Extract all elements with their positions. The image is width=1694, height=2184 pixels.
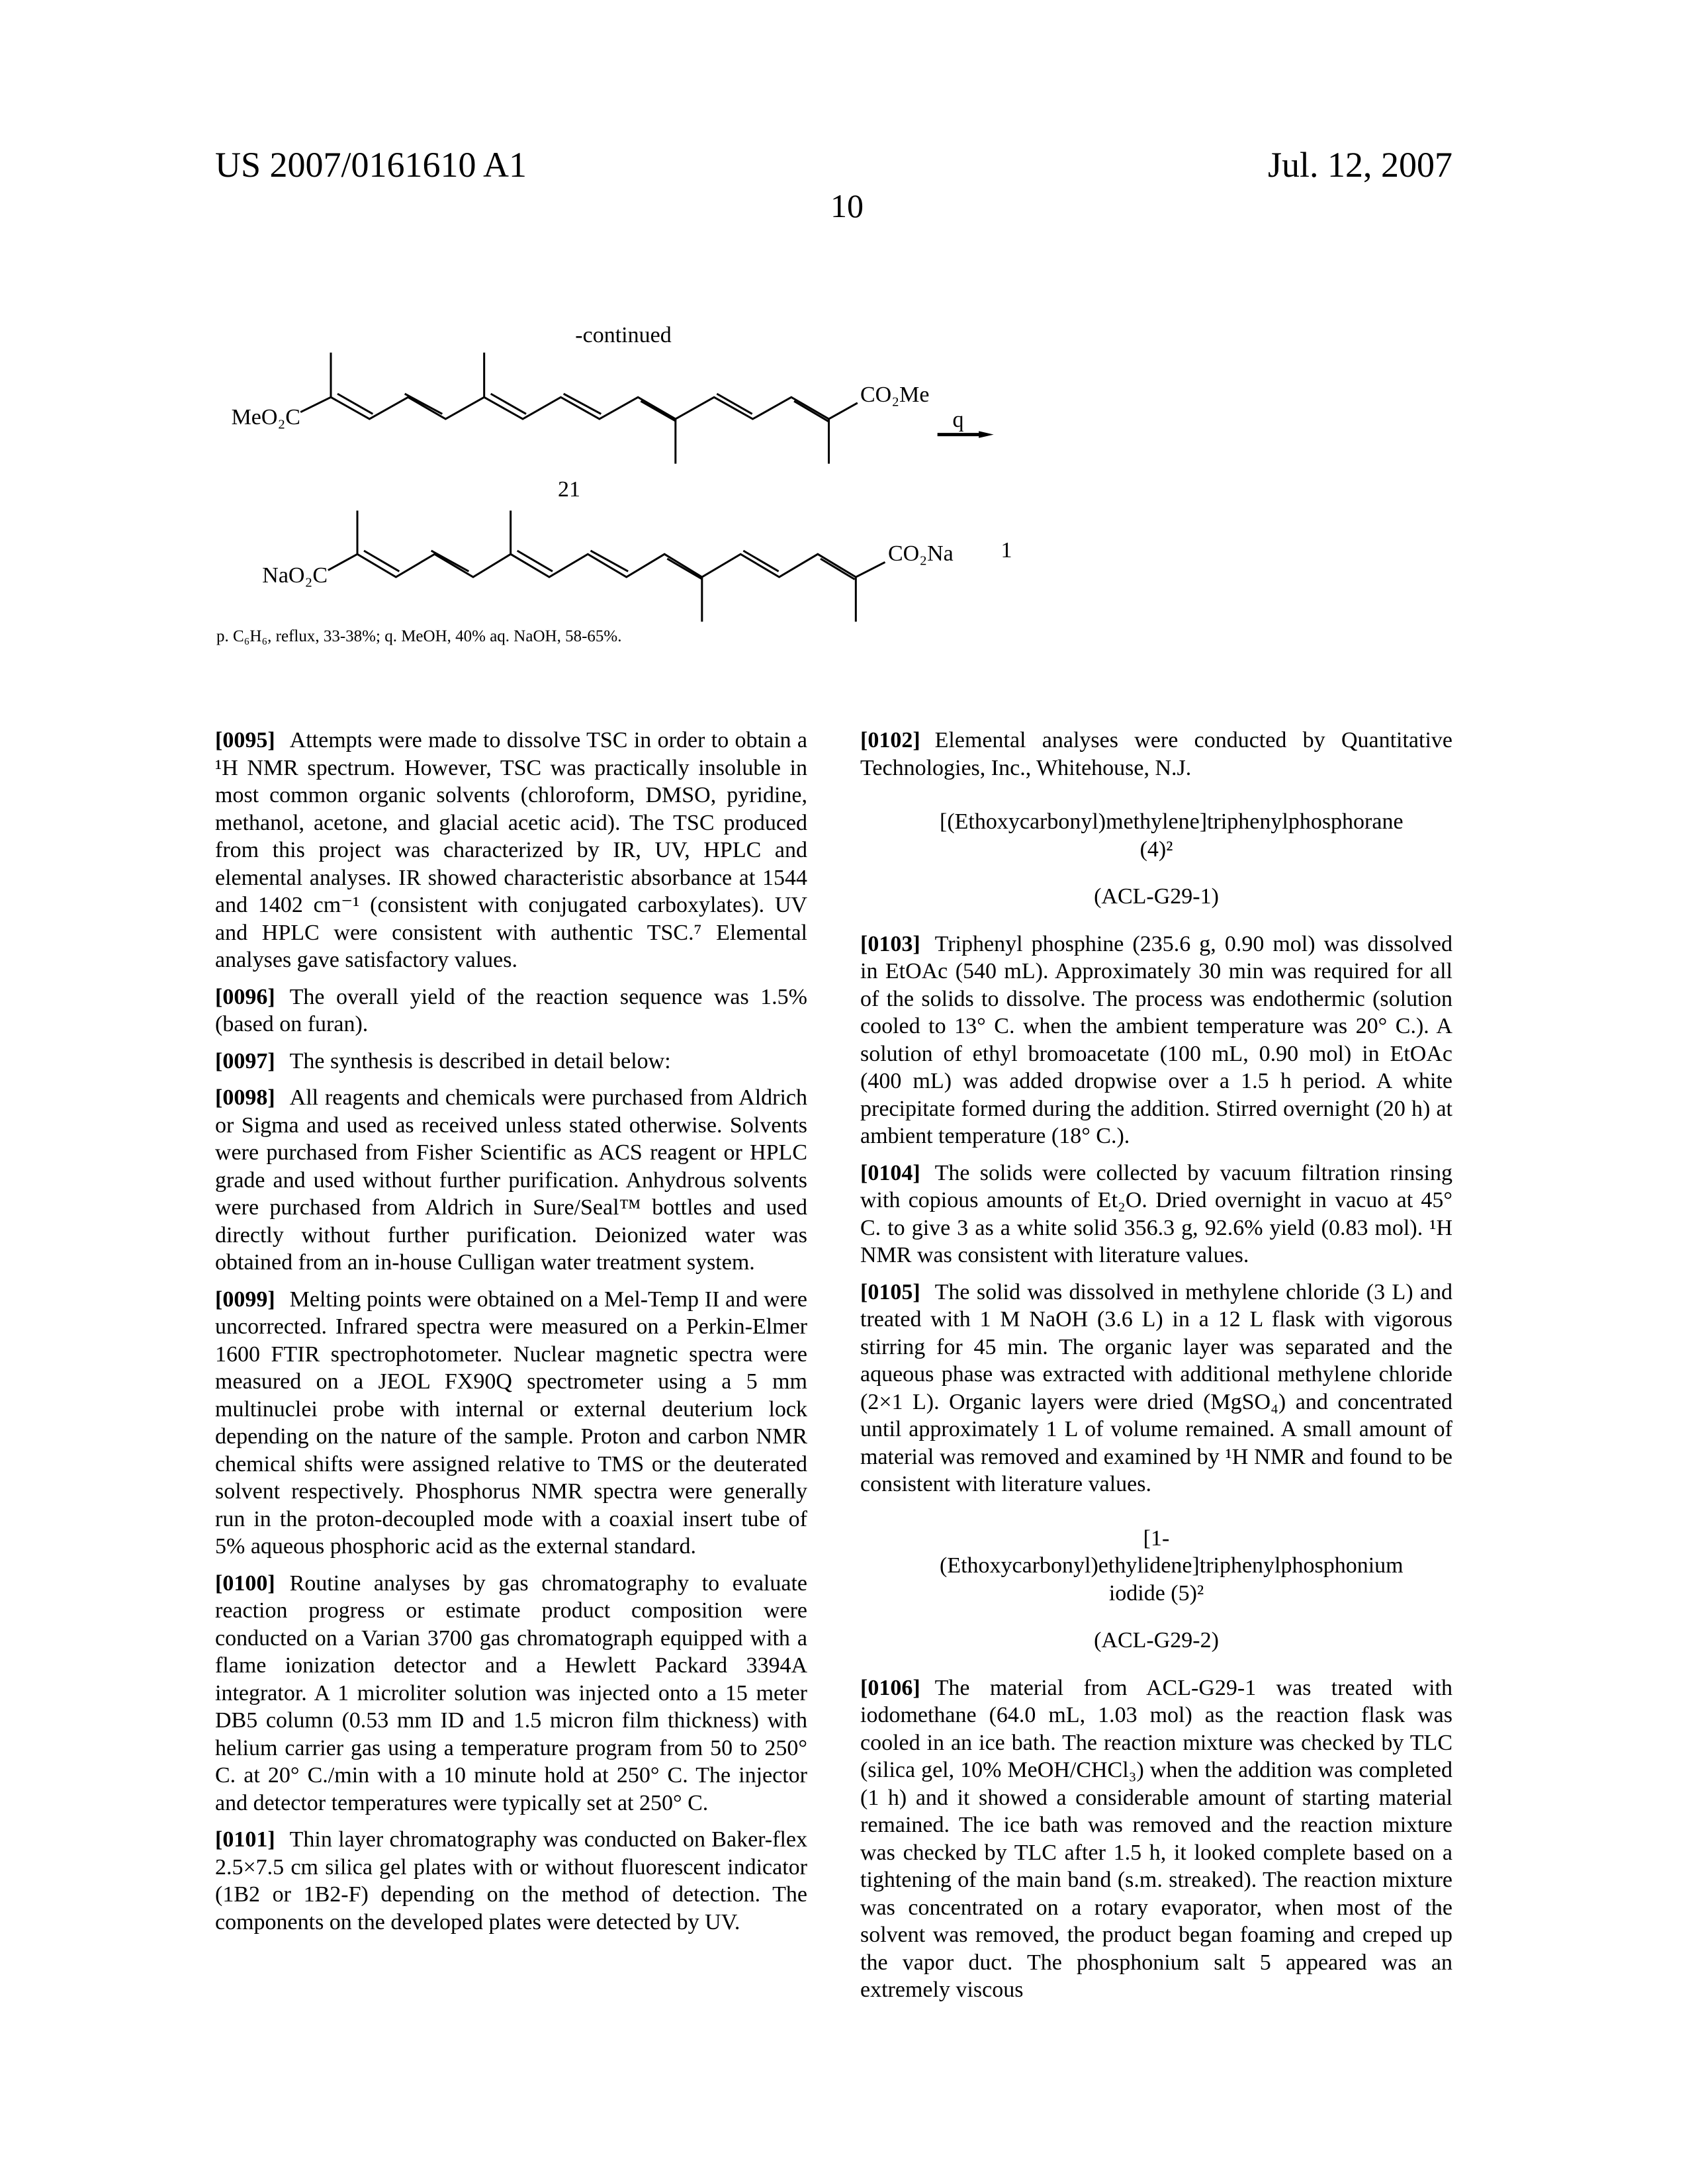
publication-number: US 2007/0161610 A1 — [215, 144, 527, 185]
continued-label: -continued — [575, 324, 671, 347]
paragraph-number: [0097] — [215, 1049, 275, 1073]
paragraph-text: The synthesis is described in detail below: — [290, 1049, 671, 1073]
paragraph-number: [0095] — [215, 728, 275, 752]
paragraph-number: [0106] — [860, 1676, 920, 1700]
paragraph-text: The material from ACL-G29-1 was treated with iodomethane (64.0 mL, 1.03 mol) as the reaction flask was cooled in an ice bath. The reaction mixture was checked by TLC (silica gel, 10% MeOH/CHCl₃) when the addition was completed (1 h) and it showed a considerable amount of starting material remained. The ice bath was removed and the reaction mixture was checked by TLC after 1.5 h, it looked complete based on a tightening of the main band (s.m. streaked). The reaction mixture was concentrated on a rotary evaporator, when most of the solvent was removed, the product began foaming and creped up the vapor duct. The phosphonium salt 5 appeared was an extremely viscous — [860, 1676, 1452, 2003]
section-code-acl-g29-2: (ACL-G29-2) — [860, 1627, 1452, 1655]
paragraph-number: [0101] — [215, 1827, 275, 1852]
bottom-left-group: NaO₂C — [262, 565, 328, 587]
paragraph-number: [0099] — [215, 1287, 275, 1312]
reaction-arrow — [938, 431, 994, 437]
paragraph-0102 — [860, 727, 1452, 782]
right-column — [860, 727, 1452, 2013]
bottom-right-group: CO₂Na — [888, 543, 954, 565]
paragraph-text: Attempts were made to dissolve TSC in order to obtain a ¹H NMR spectrum. However, TSC was practically insoluble in most common organic solvents (chloroform, DMSO, pyridine, methanol, acetone, and glacial acetic acid). The TSC produced from this project was characterized by IR, UV, HPLC and elemental analyses. IR showed characteristic absorbance at 1544 and 1402 cm⁻¹ (consistent with conjugated carboxylates). UV and HPLC were consistent with authentic TSC.⁷ Elemental analyses gave satisfactory values. — [215, 728, 807, 972]
paragraph-number: [0105] — [860, 1280, 920, 1304]
paragraph-number: [0100] — [215, 1571, 275, 1596]
paragraph-0101 — [215, 1826, 807, 1936]
paragraph-text: Triphenyl phosphine (235.6 g, 0.90 mol) was dissolved in EtOAc (540 mL). Approximately 30 min was required for all of the solids to dissolve. The process was endothermic (solution cooled to 13° C. when the ambient temperature was 20° C.). A solution of ethyl bromoacetate (100 mL, 0.90 mol) in EtOAc (400 mL) was added dropwise over a 1.5 h period. A white precipitate formed during the addition. Stirred overnight (20 h) at ambient temperature (18° C.). — [860, 932, 1452, 1149]
paragraph-number: [0098] — [215, 1085, 275, 1110]
arrow-label: q — [953, 409, 964, 432]
section-heading-compound-4: [(Ethoxycarbonyl)methylene]triphenylphosphorane (4)² — [860, 808, 1452, 863]
paragraph-text: All reagents and chemicals were purchased from Aldrich or Sigma and used as received unless stated otherwise. Solvents were purchased from Fisher Scientific as ACS reagent or HPLC grade and used without further purification. Anhydrous solvents were purchased from Aldrich in Sure/Seal™ bottles and used directly without further purification. Deionized water was obtained from an in-house Culligan water treatment system. — [215, 1085, 807, 1275]
paragraph-0104 — [860, 1160, 1452, 1269]
reaction-scheme — [199, 304, 1059, 662]
top-right-group: CO₂Me — [860, 384, 929, 406]
paragraph-0096 — [215, 983, 807, 1038]
paragraph-0105 — [860, 1279, 1452, 1498]
paragraph-number: [0096] — [215, 985, 275, 1009]
paragraph-0098 — [215, 1084, 807, 1277]
paragraph-0106 — [860, 1674, 1452, 2004]
section-code-acl-g29-1: (ACL-G29-1) — [860, 883, 1452, 911]
section-heading-compound-5: [1-(Ethoxycarbonyl)ethylidene]triphenylphosphonium iodide (5)² — [860, 1525, 1452, 1608]
paragraph-text: Melting points were obtained on a Mel-Temp II and were uncorrected. Infrared spectra were measured on a Perkin-Elmer 1600 FTIR spectrophotometer. Nuclear magnetic spectra were measured on a JEOL FX90Q spectrometer using a 5 mm multinuclei probe with internal or external deuterium lock depending on the nature of the sample. Proton and carbon NMR chemical shifts were assigned relative to TMS or the deuterated solvent respectively. Phosphorus NMR spectra were generally run in the proton-decoupled mode with a coaxial insert tube of 5% aqueous phosphoric acid as the external standard. — [215, 1287, 807, 1559]
publication-date: Jul. 12, 2007 — [1268, 144, 1452, 185]
paragraph-0099 — [215, 1286, 807, 1561]
paragraph-text: The solid was dissolved in methylene chloride (3 L) and treated with 1 M NaOH (3.6 L) in a 12 L flask with vigorous stirring for 45 min. The organic layer was separated and the aqueous phase was extracted with additional methylene chloride (2×1 L). Organic layers were dried (MgSO₄) and concentrated until approximately 1 L of volume remained. A small amount of material was removed and examined by ¹H NMR and found to be consistent with literature values. — [860, 1280, 1452, 1497]
paragraph-text: The overall yield of the reaction sequence was 1.5% (based on furan). — [215, 985, 807, 1037]
paragraph-number: [0102] — [860, 728, 920, 752]
paragraph-text: Thin layer chromatography was conducted on Baker-flex 2.5×7.5 cm silica gel plates with or without fluorescent indicator (1B2 or 1B2-F) depending on the method of detection. The components on the developed plates were detected by UV. — [215, 1827, 807, 1934]
paragraph-0103 — [860, 931, 1452, 1150]
top-chain-structure — [300, 353, 858, 464]
top-left-group: MeO₂C — [232, 406, 300, 429]
paragraph-text: The solids were collected by vacuum filtration rinsing with copious amounts of Et₂O. Dried overnight in vacuo at 45° C. to give 3 as a white solid 356.3 g, 92.6% yield (0.83 mol). ¹H NMR was consistent with literature values. — [860, 1161, 1452, 1268]
compound-number-21: 21 — [558, 478, 580, 501]
page-number: 10 — [0, 187, 1694, 225]
bottom-chain-structure — [328, 511, 885, 622]
compound-number-1: 1 — [1001, 539, 1012, 562]
paragraph-0097 — [215, 1048, 807, 1075]
paragraph-text: Elemental analyses were conducted by Quantitative Technologies, Inc., Whitehouse, N.J. — [860, 728, 1452, 780]
paragraph-0100 — [215, 1570, 807, 1817]
left-column — [215, 727, 807, 1945]
scheme-caption: p. C₆H₆, reflux, 33-38%; q. MeOH, 40% aq. NaOH, 58-65%. — [216, 627, 621, 646]
paragraph-number: [0103] — [860, 932, 920, 956]
paragraph-number: [0104] — [860, 1161, 920, 1185]
paragraph-0095 — [215, 727, 807, 974]
paragraph-text: Routine analyses by gas chromatography to evaluate reaction progress or estimate product composition were conducted on a Varian 3700 gas chromatograph equipped with a flame ionization detector and a Hewlett Packard 3394A integrator. A 1 microliter solution was injected onto a 15 meter DB5 column (0.53 mm ID and 1.5 micron film thickness) with helium carrier gas using a temperature program from 50 to 250° C. at 20° C./min with a 10 minute hold at 250° C. The injector and detector temperatures were typically set at 250° C. — [215, 1571, 807, 1815]
